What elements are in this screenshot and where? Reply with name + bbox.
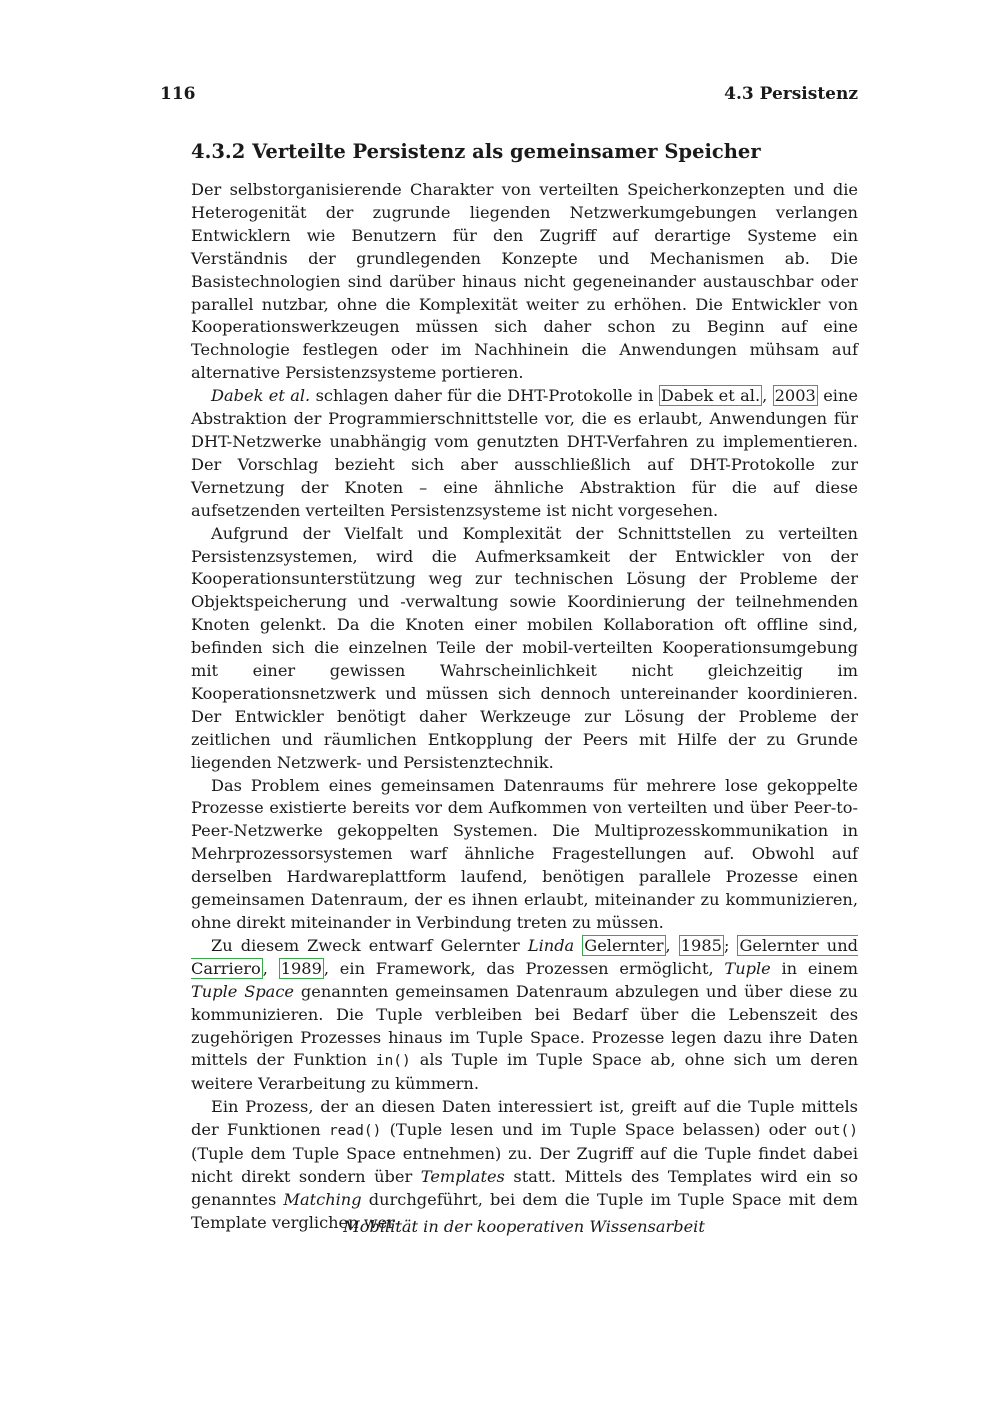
author-emphasis: Dabek et al. [211, 386, 311, 406]
page-number: 116 [160, 84, 196, 104]
tuple-emphasis: Tuple [724, 958, 771, 978]
linda-emphasis: Linda [527, 935, 575, 955]
section-title: 4.3.2 Verteilte Persistenz als gemeinsamer Speicher [191, 140, 761, 163]
text-run: statt. Mittels des Templates wird ein so genanntes [191, 1166, 858, 1209]
citation-year: 2003 [774, 386, 816, 406]
footer-title: Mobilität in der kooperativen Wissensarbeit [343, 1217, 705, 1236]
paragraph-5 [191, 935, 858, 1096]
citation-author: Dabek et al. [660, 386, 761, 406]
text-run: durchgeführt, bei dem die Tuple im Tuple Space mit dem Template verglichen wer- [191, 1189, 858, 1232]
text-run: , ein Framework, das Prozessen ermöglicht, [323, 958, 725, 978]
text-run: genannten gemeinsamen Datenraum abzulegen und über diese zu kommunizieren. Die Tuple verbleiben bei Bedarf über die Lebenszeit des zugehörigen Prozesses hinaus im Tuple Space. Prozesse legen dazu ihre Daten mittels der Funktion [191, 981, 858, 1070]
citation-link[interactable] [659, 385, 762, 406]
paragraph-4: Das Problem eines gemeinsamen Datenraums für mehrere lose gekoppelte Prozesse existierte bereits vor dem Aufkommen von verteilten und über Peer-to-Peer-Netzwerke gekoppelten Systemen. Die Multiprozesskommunikation in Mehrprozessorsystemen warf ähnliche Fragestellungen auf. Obwohl auf derselben Hardwareplattform laufend, benötigen parallele Prozesse einen gemeinsamen Datenraum, der es ihnen erlaubt, miteinander zu kommunizieren, ohne direkt miteinander in Verbindung treten zu müssen. [191, 775, 858, 932]
citation-year-link[interactable] [279, 958, 324, 979]
text-run: in einem [770, 958, 858, 978]
text-run: als Tuple im Tuple Space ab, ohne sich um deren weitere Verarbeitung zu kümmern. [191, 1050, 858, 1094]
code-read-function: read() [328, 1123, 382, 1140]
paragraph-6 [191, 1096, 858, 1234]
paragraph-1: Der selbstorganisierende Charakter von verteilten Speicherkonzepten und die Heterogenität der zugrunde liegenden Netzwerkumgebungen verlangen Entwicklern wie Benutzern für den Zugriff auf derartige Systeme ein Verständnis der grundlegenden Konzepte und Mechanismen ab. Die Basistechnologien sind darüber hinaus nicht gegeneinander austauschbar oder parallel nutzbar, ohne die Komplexität weiter zu erhöhen. Die Entwickler von Kooperationswerkzeugen müssen sich daher schon zu Beginn auf eine Technologie festlegen oder im Nachhinein die Anwendungen mühsam auf alternative Persistenzsysteme portieren. [191, 180, 858, 383]
citation-year-link[interactable] [679, 935, 724, 956]
matching-emphasis: Matching [283, 1189, 362, 1209]
text-run: schlagen daher für die DHT-Protokolle in [310, 386, 659, 406]
text-run: , [762, 386, 773, 406]
text-run: (Tuple lesen und im Tuple Space belassen) oder [381, 1120, 815, 1140]
text-run: , [665, 935, 679, 955]
citation-year-link[interactable] [773, 385, 818, 406]
text-run: Ein Prozess, der an diesen Daten interessiert ist, greift auf die Tuple mittels der Funktionen [191, 1097, 858, 1140]
text-run: Zu diesem Zweck entwarf Gelernter [211, 935, 528, 955]
paragraph-2 [191, 385, 858, 522]
citation-year: 1989 [280, 958, 322, 978]
text-run: (Tuple dem Tuple Space entnehmen) zu. Der Zugriff auf die Tuple findet dabei nicht direkt sondern über [191, 1144, 858, 1186]
citation-author: Gelernter und Carriero [191, 935, 858, 978]
running-header [160, 84, 858, 108]
tuple-space-emphasis: Tuple Space [191, 981, 294, 1001]
running-section-title: 4.3 Persistenz [724, 84, 858, 104]
templates-emphasis: Templates [420, 1166, 505, 1186]
text-run: , [262, 958, 279, 978]
page-footer [0, 1217, 1000, 1236]
citation-year: 1985 [680, 935, 722, 955]
citation-author: Gelernter [584, 935, 664, 955]
text-run: ; [723, 935, 738, 955]
paragraph-3: Aufgrund der Vielfalt und Komplexität der Schnittstellen zu verteilten Persistenzsystemen, wird die Aufmerksamkeit der Entwickler von der Kooperationsunterstützung weg zur technischen Lösung der Probleme der Objektspeicherung und -verwaltung sowie Koordinierung der teilnehmenden Knoten gelenkt. Da die Knoten einer mobilen Kollaboration oft offline sind, befinden sich die einzelnen Teile der mobil-verteilten Kooperationsumgebung mit einer gewissen Wahrscheinlichkeit nicht gleichzeitig im Kooperationsnetzwerk und müssen sich dennoch untereinander koordinieren. Der Entwickler benötigt daher Werkzeuge zur Lösung der Probleme der zeitlichen und räumlichen Entkopplung der Peers mit Hilfe der zu Grunde liegenden Netzwerk- und Persistenztechnik. [191, 523, 858, 772]
text-run: eine Abstraktion der Programmierschnittstelle vor, die es erlaubt, Anwendungen für DHT-Netzwerke unabhängig vom genutzten DHT-Verfahren zu implementieren. Der Vorschlag bezieht sich aber ausschließlich auf DHT-Protokolle zur Vernetzung der Knoten – eine ähnliche Abstraktion für die auf diese aufsetzenden verteilten Persistenzsysteme ist nicht vorgesehen. [191, 386, 858, 520]
code-in-function: in() [375, 1053, 411, 1070]
body-text [191, 179, 858, 1235]
code-out-function: out() [814, 1123, 858, 1140]
citation-link[interactable] [582, 935, 665, 956]
